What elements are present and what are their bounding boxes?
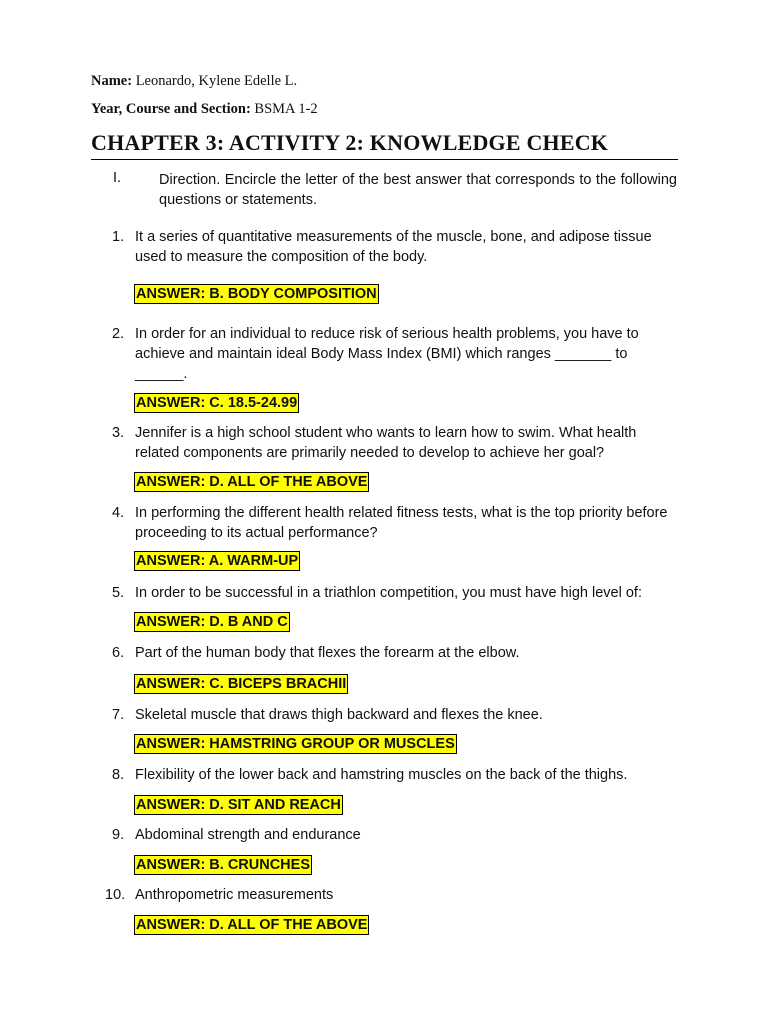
answer-highlight: ANSWER: B. CRUNCHES: [136, 857, 310, 873]
question-text: Jennifer is a high school student who wants to learn how to swim. What health related components are primarily needed to develop to achieve her goal?: [135, 425, 637, 461]
question-text: Anthropometric measurements: [135, 887, 334, 903]
answer-highlight: ANSWER: D. ALL OF THE ABOVE: [136, 917, 368, 933]
question-text: In order to be successful in a triathlon competition, you must have high level of:: [135, 585, 642, 601]
question-text: In order for an individual to reduce risk of serious health problems, you have to achieve and maintain ideal Body Mass Index (BMI) which ranges _______ to ______.: [135, 326, 639, 382]
question-number: 2.: [112, 326, 125, 342]
question-number: 8.: [112, 767, 125, 783]
question-number: 1.: [112, 229, 125, 245]
name-value: Leonardo, Kylene Edelle L.: [132, 73, 298, 89]
question-text: Skeletal muscle that draws thigh backward and flexes the knee.: [135, 707, 543, 723]
question-text: Flexibility of the lower back and hamstring muscles on the back of the thighs.: [135, 767, 628, 783]
question-text: In performing the different health related fitness tests, what is the top priority before proceeding to its actual performance?: [135, 505, 668, 541]
question-number: 4.: [112, 505, 125, 521]
course-section-value: BSMA 1-2: [250, 101, 318, 117]
answer-highlight: ANSWER: D. B AND C: [136, 614, 288, 630]
question-text: It a series of quantitative measurements of the muscle, bone, and adipose tissue used to measure the composition of the body.: [135, 229, 652, 265]
question-number: 9.: [112, 827, 125, 843]
part-numeral: I.: [113, 170, 122, 186]
answer-highlight: ANSWER: D. SIT AND REACH: [136, 797, 341, 813]
answer-highlight: ANSWER: HAMSTRING GROUP OR MUSCLES: [136, 736, 455, 752]
question-text: Abdominal strength and endurance: [135, 827, 361, 843]
student-name-line: [91, 73, 297, 90]
answer-highlight: ANSWER: C. BICEPS BRACHII: [136, 676, 347, 692]
question-number: 6.: [112, 645, 125, 661]
course-section-label: Year, Course and Section:: [91, 101, 251, 117]
answer-highlight: ANSWER: C. 18.5-24.99: [136, 395, 298, 411]
answer-highlight: ANSWER: B. BODY COMPOSITION: [136, 286, 377, 302]
answer-highlight: ANSWER: D. ALL OF THE ABOVE: [136, 474, 368, 490]
question-number: 7.: [112, 707, 125, 723]
question-number: 10.: [105, 887, 126, 903]
direction-text: Direction. Encircle the letter of the best answer that corresponds to the following questions or statements.: [159, 172, 677, 208]
course-section-line: [91, 101, 318, 118]
answer-highlight: ANSWER: A. WARM-UP: [136, 553, 299, 569]
question-text: Part of the human body that flexes the forearm at the elbow.: [135, 645, 520, 661]
question-number: 3.: [112, 425, 125, 441]
page-title: CHAPTER 3: ACTIVITY 2: KNOWLEDGE CHECK: [91, 130, 678, 160]
question-number: 5.: [112, 585, 125, 601]
name-label: Name:: [91, 73, 133, 89]
